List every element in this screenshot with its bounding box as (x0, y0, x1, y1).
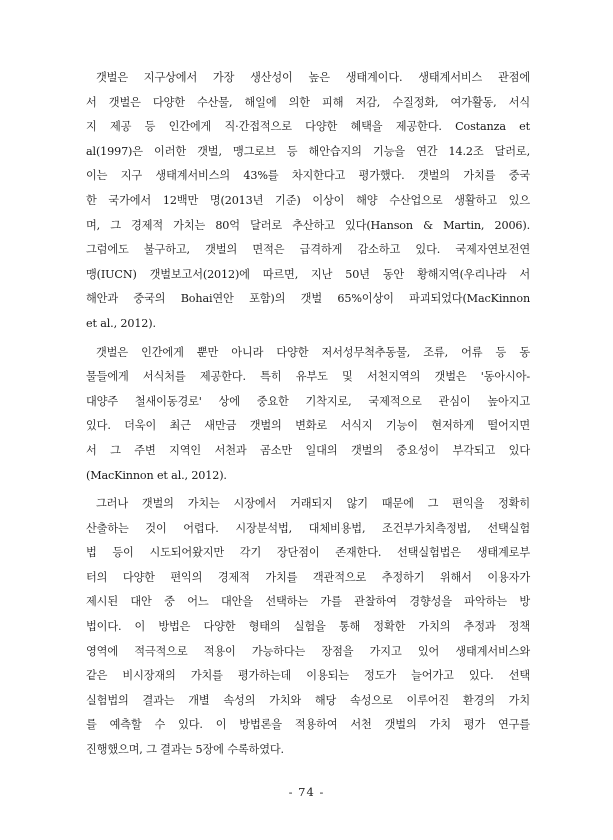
text-line: 갯벌은 인간에게 뿐만 아니라 다양한 저서성무척추동물, 조류, 어류 등 동 (96, 345, 530, 359)
text-line: 법 등이 시도되어왔지만 각기 장단점이 존재한다. 선택실험법은 생태계로부 (86, 546, 530, 560)
text-line: 서 그 주변 지역인 서천과 곰소만 일대의 갯벌의 중요성이 부각되고 있다 (86, 443, 530, 457)
text-line: 법이다. 이 방법은 다양한 형태의 실험을 통해 정확한 가치의 추정과 정책 (86, 620, 530, 634)
text-line: 실험법의 결과는 개별 속성의 가치와 해당 속성으로 이루어진 환경의 가치 (86, 693, 530, 707)
text-line: 대양주 철새이동경로' 상에 중요한 기착지로, 국제적으로 관심이 높아지고 (86, 394, 530, 408)
document-body (86, 66, 530, 767)
text-line: 지 제공 등 인간에게 직·간접적으로 다양한 혜택을 제공한다. Costanza et (86, 120, 530, 134)
text-line: 서 갯벌은 다양한 수산물, 해일에 의한 피해 저감, 수질정화, 여가활동, 서식 (86, 95, 530, 109)
text-line: 한 국가에서 12백만 명(2013년 기준) 이상이 해양 수산업으로 생활하고 있으 (86, 193, 530, 207)
text-line: 진행했으며, 그 결과는 5장에 수록하였다. (86, 743, 284, 757)
text-line: 있다. 더욱이 최근 새만금 갯벌의 변화로 서식지 기능이 현저하게 떨어지면 (86, 419, 530, 433)
text-line: et al., 2012). (86, 316, 156, 330)
text-line: (MacKinnon et al., 2012). (86, 468, 227, 482)
paragraph-3 (86, 492, 530, 763)
paragraph-2 (86, 341, 530, 489)
text-line: 영역에 적극적으로 적용이 가능하다는 장점을 가지고 있어 생태계서비스와 (86, 644, 530, 658)
text-line: 터의 다양한 편익의 경제적 가치를 객관적으로 추정하기 위해서 이용자가 (86, 570, 530, 584)
text-line: 같은 비시장재의 가치를 평가하는데 이용되는 정도가 늘어가고 있다. 선택 (86, 669, 530, 683)
text-line: 갯벌은 지구상에서 가장 생산성이 높은 생태계이다. 생태계서비스 관점에 (96, 71, 530, 84)
text-line: 며, 그 경제적 가치는 80억 달러로 추산하고 있다(Hanson & Martin, 2006). (86, 218, 530, 232)
text-line: 이는 지구 생태계서비스의 43%를 차지한다고 평가했다. 갯벌의 가치를 중국 (86, 169, 530, 183)
text-line: 해안과 중국의 Bohai연안 포함)의 갯벌 65%이상이 파괴되었다(MacKinnon (86, 292, 530, 306)
text-line: 그럼에도 불구하고, 갯벌의 면적은 급격하게 감소하고 있다. 국제자연보전연 (86, 243, 530, 257)
text-line: 그러나 갯벌의 가치는 시장에서 거래되지 않기 때문에 그 편익을 정확히 (96, 497, 530, 511)
page-number: - 74 - (288, 785, 325, 799)
paragraph-1 (86, 66, 530, 337)
text-line: 물들에게 서식처를 제공한다. 특히 유부도 및 서천지역의 갯벌은 '동아시아- (86, 370, 530, 384)
text-line: 맹(IUCN) 갯벌보고서(2012)에 따르면, 지난 50년 동안 황해지역(우리나라 서 (86, 267, 530, 281)
text-line: al(1997)은 이러한 갯벌, 맹그로브 등 해안습지의 기능을 연간 14.2조 달러로, (86, 144, 530, 158)
text-line: 제시된 대안 중 어느 대안을 선택하는 가를 관찰하여 경향성을 파악하는 방 (86, 595, 530, 609)
text-line: 를 예측할 수 있다. 이 방법론을 적용하여 서천 갯벌의 가치 평가 연구를 (86, 718, 530, 732)
text-line: 산출하는 것이 어렵다. 시장분석법, 대체비용법, 조건부가치측정법, 선택실험 (86, 521, 530, 535)
